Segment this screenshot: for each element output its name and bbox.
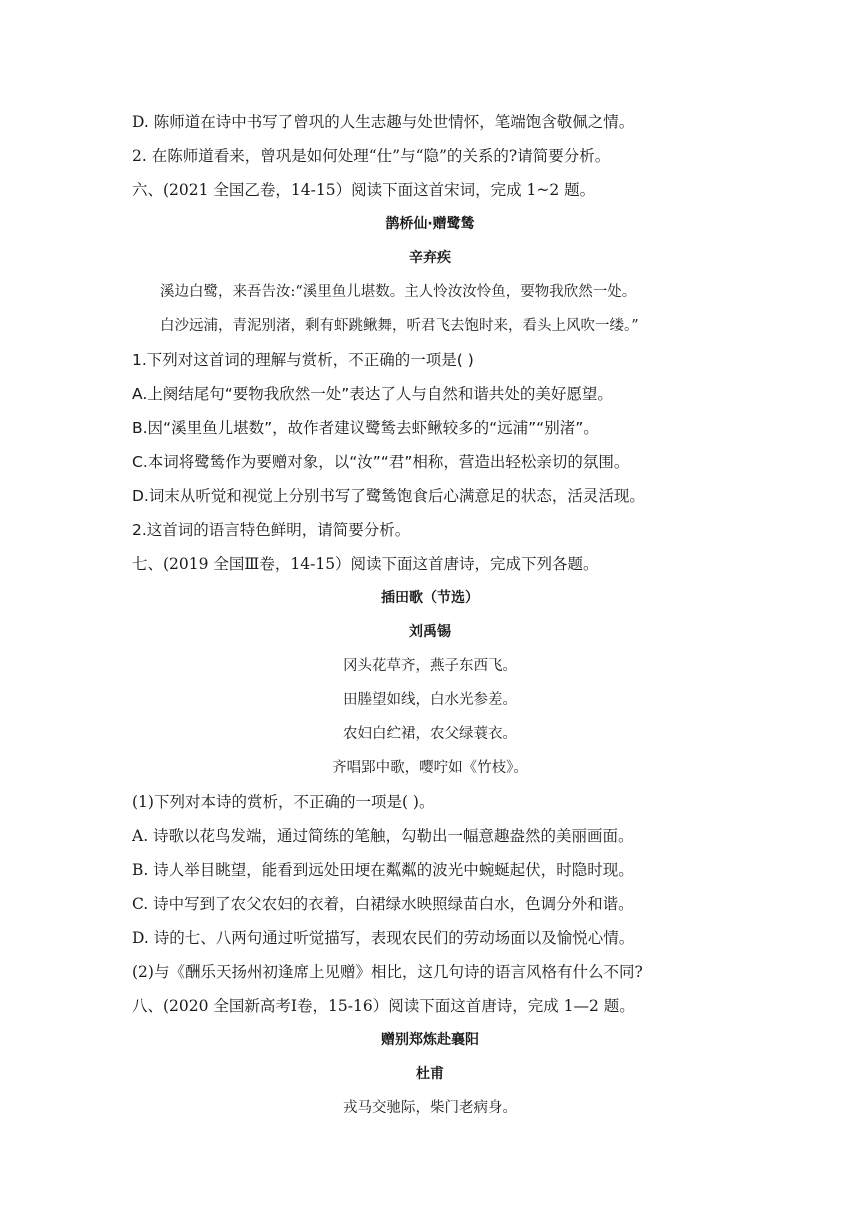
- option-b-line: B. 诗人举目眺望，能看到远处田埂在粼粼的波光中蜿蜒起伏，时隐时现。: [132, 861, 634, 879]
- question-2-line: 2. 在陈师道看来，曾巩是如何处理“仕”与“隐”的关系的?请简要分析。: [132, 147, 611, 165]
- poem-title-1: 鹊桥仙·赠鹭鸶: [385, 216, 475, 232]
- section-7-heading: 七、(2019 全国Ⅲ卷，14-15）阅读下面这首唐诗，完成下列各题。: [132, 555, 599, 573]
- question-1-line: 1.下列对这首词的理解与赏析，不正确的一项是( ): [132, 351, 474, 369]
- poem-author-3: 杜甫: [416, 1066, 444, 1082]
- poem-line: 冈头花草齐，燕子东西飞。: [343, 658, 517, 674]
- section-6-heading: 六、(2021 全国乙卷，14-15）阅读下面这首宋词，完成 1~2 题。: [132, 181, 596, 199]
- question-2-line: (2)与《酬乐天扬州初逢席上见赠》相比，这几句诗的语言风格有什么不同?: [132, 963, 643, 981]
- poem-line: 齐唱郢中歌，嘤咛如《竹枝》。: [332, 760, 528, 776]
- option-c-line: C. 诗中写到了农父农妇的衣着，白裙绿水映照绿苗白水，色调分外和谐。: [132, 895, 634, 913]
- option-b-line: B.因“溪里鱼儿堪数”，故作者建议鹭鸶去虾鳅较多的“远浦”“别渚”。: [132, 419, 599, 437]
- option-d-line: D.词末从听觉和视觉上分别书写了鹭鸶饱食后心满意足的状态，活灵活现。: [132, 487, 645, 505]
- poem-author-2: 刘禹锡: [409, 624, 451, 640]
- question-1-line: (1)下列对本诗的赏析，不正确的一项是( )。: [132, 793, 435, 811]
- option-d-line: D. 诗的七、八两句通过听觉描写，表现农民们的劳动场面以及愉悦心情。: [132, 929, 635, 947]
- option-c-line: C.本词将鹭鸶作为要赠对象，以“汝”“君”相称，营造出轻松亲切的氛围。: [132, 453, 630, 471]
- question-2-line: 2.这首词的语言特色鲜明，请简要分析。: [132, 521, 411, 539]
- option-a-line: A.上阕结尾句“要物我欣然一处”表达了人与自然和谐共处的美好愿望。: [132, 385, 613, 403]
- poem-title-2: 插田歌（节选）: [381, 590, 479, 606]
- option-d-line: D. 陈师道在诗中书写了曾巩的人生志趣与处世情怀，笔端饱含敬佩之情。: [132, 113, 635, 131]
- poem-author-1: 辛弃疾: [409, 250, 451, 266]
- option-a-line: A. 诗歌以花鸟发端，通过简练的笔触，勾勒出一幅意趣盎然的美丽画面。: [132, 827, 634, 845]
- poem-text-line: 白沙远浦，青泥别渚，剩有虾跳鳅舞，听君飞去饱时来，看头上风吹一缕。”: [160, 318, 639, 334]
- section-8-heading: 八、(2020 全国新高考Ⅰ卷，15-16）阅读下面这首唐诗，完成 1—2 题。: [132, 997, 635, 1015]
- poem-text-line: 溪边白鹭，来吾告汝:“溪里鱼儿堪数。主人怜汝汝怜鱼，要物我欣然一处。: [160, 284, 637, 300]
- poem-line: 农妇白纻裙，农父绿蓑衣。: [343, 726, 517, 742]
- poem-line: 田塍望如线，白水光参差。: [343, 692, 517, 708]
- poem-title-3: 赠别郑炼赴襄阳: [381, 1032, 479, 1048]
- poem-line: 戎马交驰际，柴门老病身。: [343, 1100, 517, 1116]
